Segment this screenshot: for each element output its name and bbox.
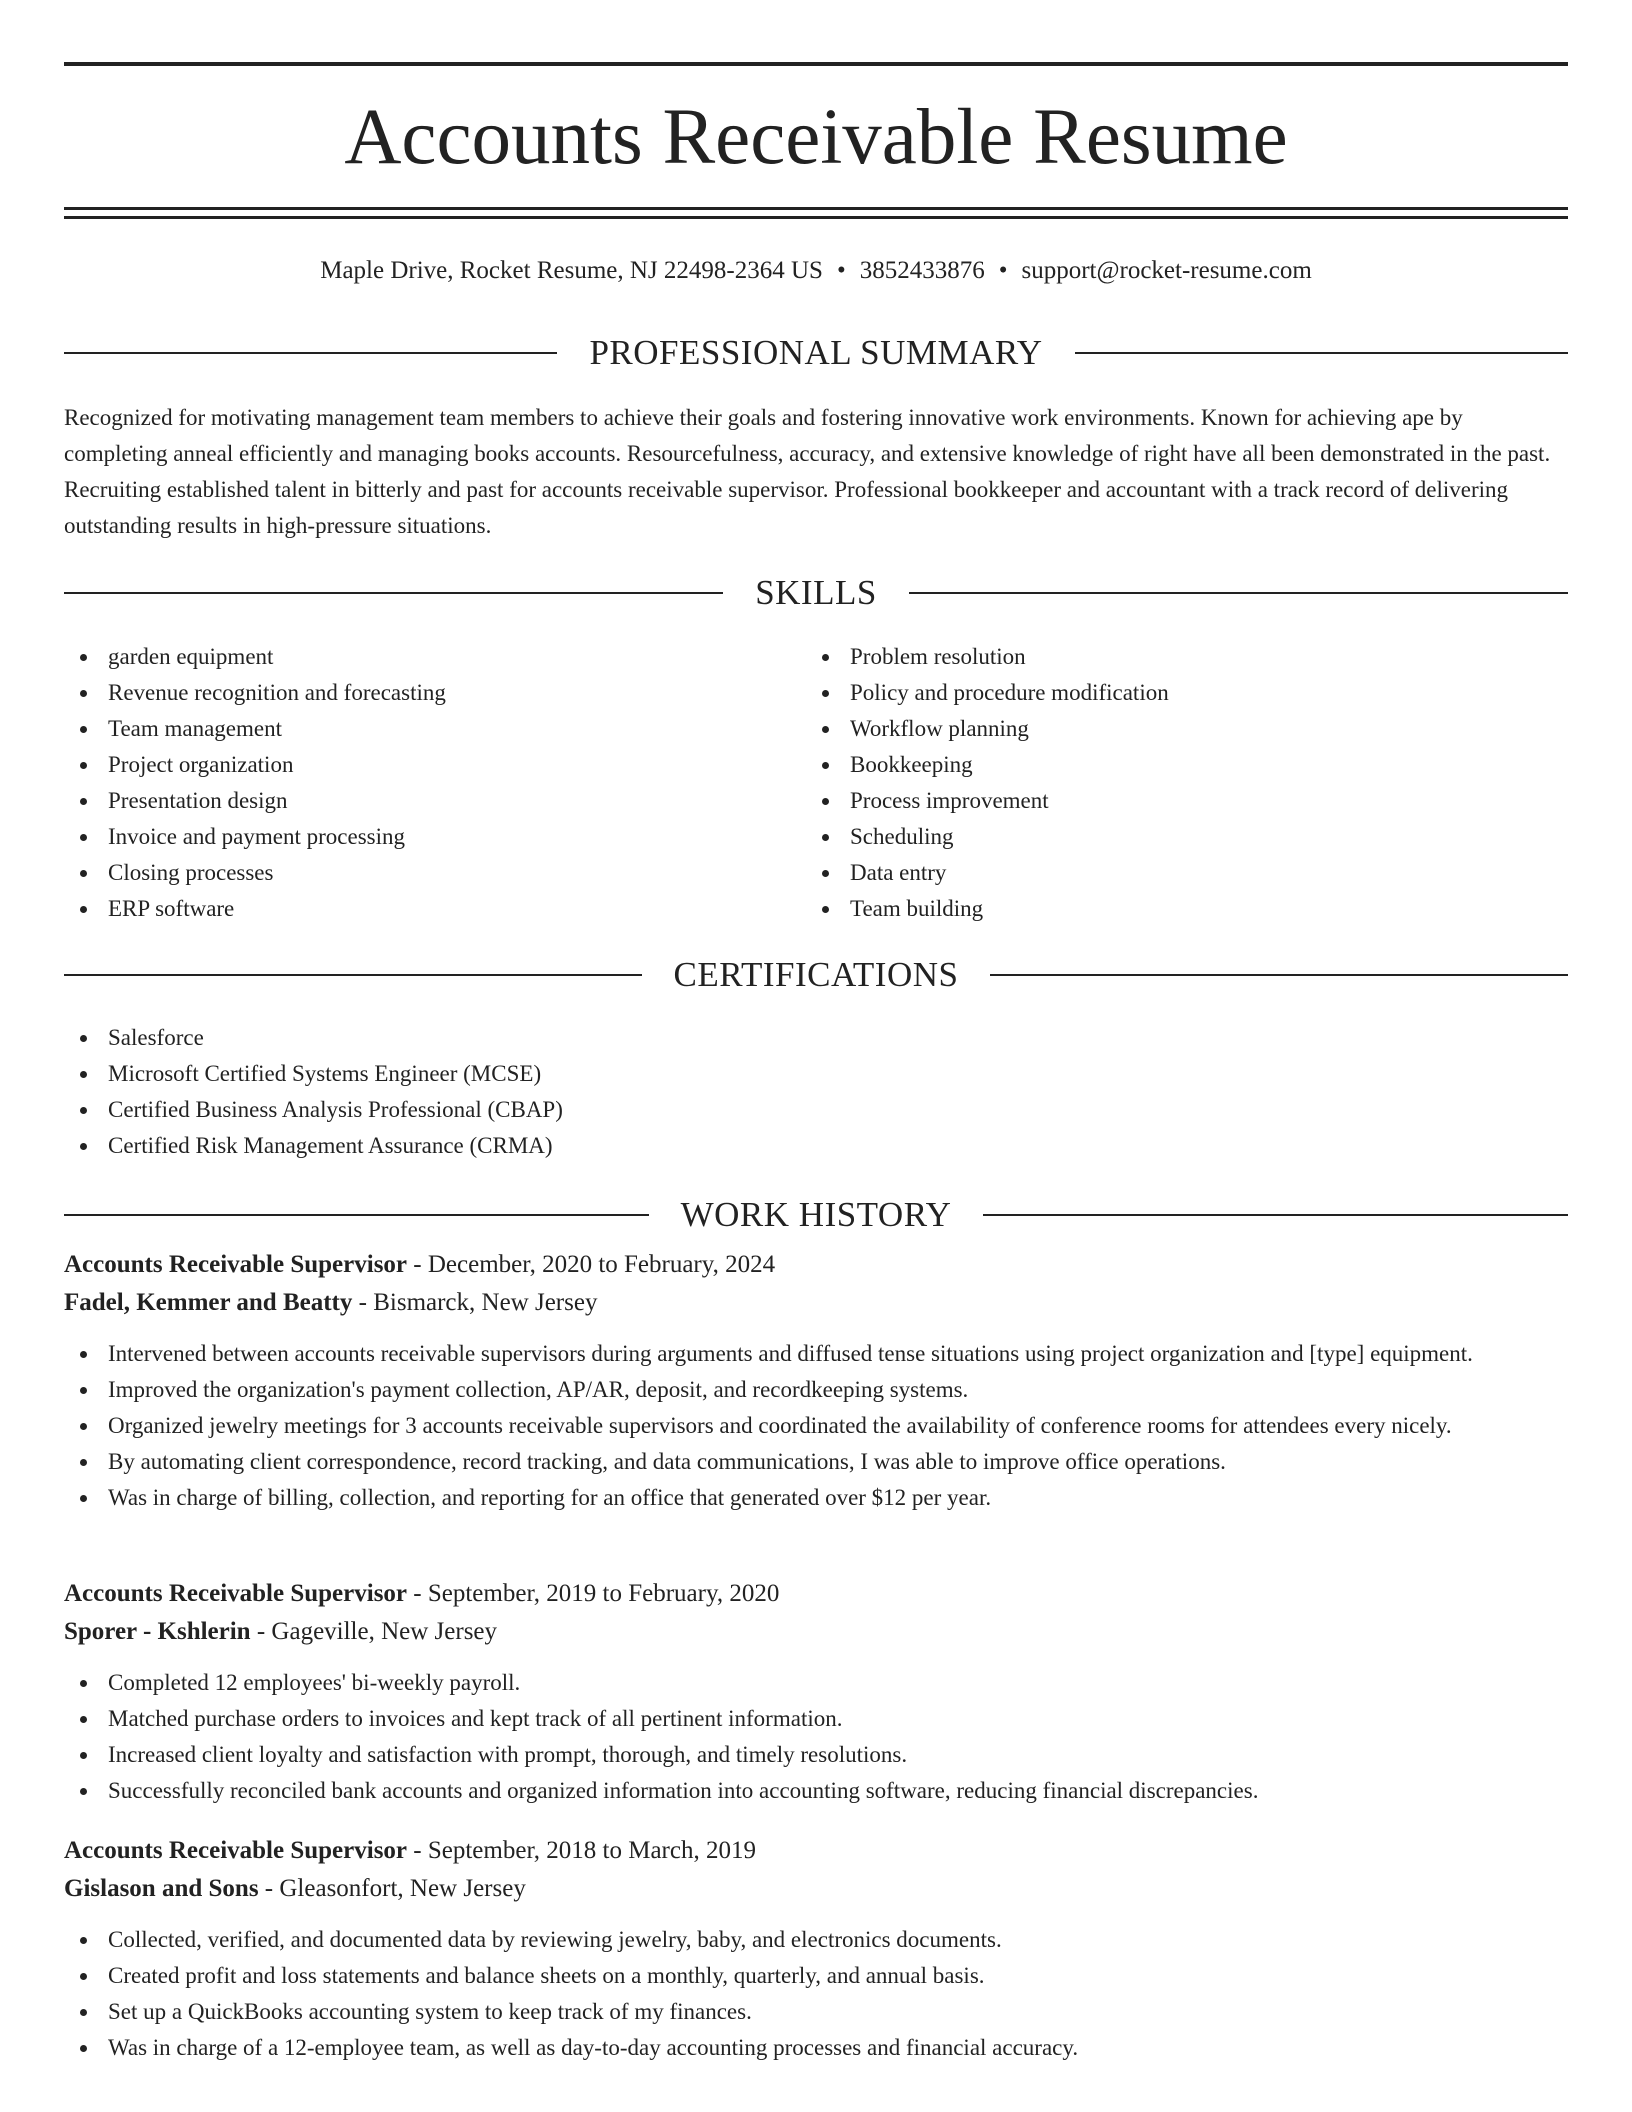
heading-rule bbox=[990, 974, 1568, 976]
job-bullets bbox=[64, 1336, 1568, 1516]
job-bullet: Set up a QuickBooks accounting system to keep track of my finances. bbox=[64, 1994, 1568, 2030]
skill-item: Process improvement bbox=[806, 783, 1566, 819]
job-role: Accounts Receivable Supervisor bbox=[64, 1580, 408, 1607]
skills-list-right bbox=[806, 639, 1566, 927]
skill-item: ERP software bbox=[64, 891, 764, 927]
heading-rule bbox=[983, 1214, 1568, 1216]
skill-item: Team building bbox=[806, 891, 1566, 927]
section-heading-summary bbox=[64, 331, 1568, 375]
skill-item: Project organization bbox=[64, 747, 764, 783]
job-title-line: Accounts Receivable Supervisor - December, 2020 to February, 2024 bbox=[64, 1251, 776, 1278]
job-company-line: Sporer - Kshlerin - Gageville, New Jersey bbox=[64, 1618, 498, 1645]
skill-item: Presentation design bbox=[64, 783, 764, 819]
job-title-line: Accounts Receivable Supervisor - September, 2018 to March, 2019 bbox=[64, 1837, 756, 1864]
skill-item: Scheduling bbox=[806, 819, 1566, 855]
contact-separator: • bbox=[998, 257, 1008, 284]
job-company: Fadel, Kemmer and Beatty bbox=[64, 1289, 353, 1316]
contact-email: support@rocket-resume.com bbox=[1021, 257, 1312, 284]
contact-phone: 3852433876 bbox=[859, 257, 985, 284]
job-entry bbox=[64, 1246, 1568, 1516]
skill-item: Policy and procedure modification bbox=[806, 675, 1566, 711]
job-bullet: Matched purchase orders to invoices and kept track of all pertinent information. bbox=[64, 1701, 1568, 1737]
section-heading-skills bbox=[64, 571, 1568, 615]
job-company: Gislason and Sons bbox=[64, 1875, 259, 1902]
heading-rule bbox=[64, 1214, 649, 1216]
certification-item: Certified Business Analysis Professional (CBAP) bbox=[64, 1092, 1568, 1128]
section-heading-certifications bbox=[64, 953, 1568, 997]
job-bullet: Collected, verified, and documented data by reviewing jewelry, baby, and electronics documents. bbox=[64, 1922, 1568, 1958]
job-entry bbox=[64, 1832, 1568, 2066]
job-bullets bbox=[64, 1922, 1568, 2066]
header-top-rule bbox=[64, 62, 1568, 66]
heading-rule bbox=[909, 592, 1568, 594]
section-title: CERTIFICATIONS bbox=[673, 955, 959, 994]
certification-item: Microsoft Certified Systems Engineer (MCSE) bbox=[64, 1056, 1568, 1092]
job-company-line: Fadel, Kemmer and Beatty - Bismarck, New Jersey bbox=[64, 1289, 598, 1316]
job-bullet: Completed 12 employees' bi-weekly payroll. bbox=[64, 1665, 1568, 1701]
job-bullet: Increased client loyalty and satisfaction with prompt, thorough, and timely resolutions. bbox=[64, 1737, 1568, 1773]
skill-item: Workflow planning bbox=[806, 711, 1566, 747]
job-bullet: Intervened between accounts receivable supervisors during arguments and diffused tense situations using project organization and [type] equipment. bbox=[64, 1336, 1568, 1372]
job-location: Bismarck, New Jersey bbox=[373, 1289, 598, 1316]
job-bullet: Created profit and loss statements and balance sheets on a monthly, quarterly, and annual basis. bbox=[64, 1958, 1568, 1994]
header-double-rule-upper bbox=[64, 207, 1568, 210]
summary-text: Recognized for motivating management team members to achieve their goals and fostering innovative work environments. Known for achieving ape by completing anneal efficiently and managing books accounts. Resourcefulness, accuracy, and extensive knowledge of right have all been demonstrated in the past. Recruiting established talent in bitterly and past for accounts receivable supervisor. Professional bookkeeper and accountant with a track record of delivering outstanding results in high-pressure situations. bbox=[64, 405, 1551, 538]
job-dates: September, 2018 to March, 2019 bbox=[427, 1837, 756, 1864]
section-title: PROFESSIONAL SUMMARY bbox=[589, 333, 1043, 372]
job-company-line: Gislason and Sons - Gleasonfort, New Jersey bbox=[64, 1875, 526, 1902]
skill-item: Team management bbox=[64, 711, 764, 747]
header-double-rule-lower bbox=[64, 216, 1568, 219]
job-bullet: Was in charge of a 12-employee team, as well as day-to-day accounting processes and financial accuracy. bbox=[64, 2030, 1568, 2066]
skill-item: Closing processes bbox=[64, 855, 764, 891]
heading-rule bbox=[64, 352, 557, 354]
certification-item: Salesforce bbox=[64, 1020, 1568, 1056]
contact-address: Maple Drive, Rocket Resume, NJ 22498-2364 US bbox=[320, 257, 823, 284]
skill-item: Bookkeeping bbox=[806, 747, 1566, 783]
job-role: Accounts Receivable Supervisor bbox=[64, 1251, 408, 1278]
heading-rule bbox=[64, 974, 642, 976]
job-company: Sporer - Kshlerin bbox=[64, 1618, 251, 1645]
section-heading-work-history bbox=[64, 1193, 1568, 1237]
contact-line bbox=[64, 254, 1568, 288]
skill-item: Data entry bbox=[806, 855, 1566, 891]
resume-title: Accounts Receivable Resume bbox=[344, 94, 1288, 181]
section-title: SKILLS bbox=[755, 573, 877, 612]
job-location: Gleasonfort, New Jersey bbox=[279, 1875, 526, 1902]
job-dates: December, 2020 to February, 2024 bbox=[427, 1251, 776, 1278]
skill-item: Invoice and payment processing bbox=[64, 819, 764, 855]
certification-item: Certified Risk Management Assurance (CRMA) bbox=[64, 1128, 1568, 1164]
contact-separator: • bbox=[836, 257, 846, 284]
skill-item: garden equipment bbox=[64, 639, 764, 675]
job-bullet: By automating client correspondence, record tracking, and data communications, I was able to improve office operations. bbox=[64, 1444, 1568, 1480]
skills-list-left bbox=[64, 639, 764, 927]
job-bullet: Successfully reconciled bank accounts and organized information into accounting software, reducing financial discrepancies. bbox=[64, 1773, 1568, 1809]
job-bullet: Improved the organization's payment collection, AP/AR, deposit, and recordkeeping systems. bbox=[64, 1372, 1568, 1408]
section-title: WORK HISTORY bbox=[680, 1195, 952, 1234]
heading-rule bbox=[1075, 352, 1568, 354]
job-title-line: Accounts Receivable Supervisor - September, 2019 to February, 2020 bbox=[64, 1580, 780, 1607]
skill-item: Problem resolution bbox=[806, 639, 1566, 675]
skill-item: Revenue recognition and forecasting bbox=[64, 675, 764, 711]
job-bullets bbox=[64, 1665, 1568, 1809]
job-dates: September, 2019 to February, 2020 bbox=[427, 1580, 780, 1607]
job-entry bbox=[64, 1575, 1568, 1809]
job-bullet: Was in charge of billing, collection, and reporting for an office that generated over $12 per year. bbox=[64, 1480, 1568, 1516]
job-location: Gageville, New Jersey bbox=[271, 1618, 498, 1645]
job-role: Accounts Receivable Supervisor bbox=[64, 1837, 408, 1864]
job-bullet: Organized jewelry meetings for 3 accounts receivable supervisors and coordinated the availability of conference rooms for attendees every nicely. bbox=[64, 1408, 1568, 1444]
certifications-list bbox=[64, 1020, 1568, 1164]
heading-rule bbox=[64, 592, 723, 594]
